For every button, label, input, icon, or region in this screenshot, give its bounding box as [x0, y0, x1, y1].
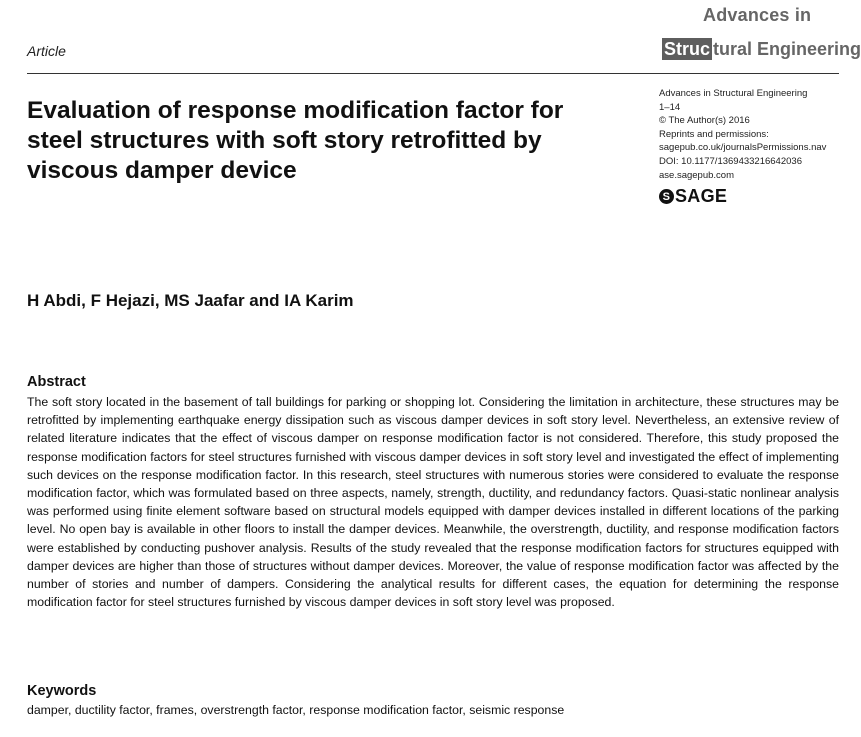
page-range: 1–14: [659, 101, 681, 113]
journal-logo-line1: Advances in: [703, 5, 812, 25]
abstract-text: The soft story located in the basement of tall buildings for parking or shopping lot. Considering the limitation in architecture, these structures may be retrofitted by implementing earthquake energy dissipation such as viscous damper devices in soft story level. Nevertheless, an extensive review of related literature indicates that the effect of viscous damper on response modification factor is not considered. Therefore, this study proposed the response modification factors for steel structures furnished with viscous damper devices in soft story level and investigated the effect of implementing such devices on the response modification factor. In this research, steel structures with numerous stories were considered to evaluate the response modification factor, which was formulated based on three aspects, namely, strength, ductility, and redundancy factors. Quasi-static nonlinear analysis was performed using finite element software based on structural models equipped with damper devices installed in different locations of the parking level. No open bay is available in other floors to install the damper devices. Meanwhile, the overstrength, ductility, and response modification factors were established by conducting pushover analysis. Results of the study revealed that the response modification factors for structures equipped with damper devices are higher than those of structures without damper devices. Moreover, the value of response modification factor was affected by the number of stories and number of dampers. Considering the analytical results for different cases, the equation for determining the response modification factor for steel structures furnished by viscous damper devices in soft story level was proposed.: [27, 395, 839, 610]
journal-site-link[interactable]: ase.sagepub.com: [659, 169, 734, 181]
sage-logo[interactable]: [659, 186, 727, 207]
article-title: Evaluation of response modification factor for steel structures with soft story retrofitted by viscous damper device: [27, 97, 564, 184]
sage-logo-text: SAGE: [675, 186, 728, 206]
journal-logo-rest-text: tural Engineering: [713, 39, 861, 59]
abstract-heading: Abstract: [27, 374, 86, 390]
keywords-list: damper, ductility factor, frames, overstrength factor, response modification factor, seismic response: [27, 703, 565, 717]
journal-logo[interactable]: [662, 5, 861, 65]
author-list: H Abdi, F Hejazi, MS Jaafar and IA Karim: [27, 291, 354, 310]
reprints-label: Reprints and permissions:: [659, 128, 769, 140]
keywords-heading: Keywords: [27, 683, 97, 699]
sage-logo-icon: S: [659, 189, 674, 204]
article-type-label: Article: [27, 43, 66, 59]
journal-name: Advances in Structural Engineering: [659, 88, 808, 99]
publication-info: [659, 87, 826, 182]
journal-logo-line2: [662, 39, 861, 60]
header-divider: [27, 73, 839, 74]
journal-logo-boxed-text: Struc: [664, 39, 711, 59]
doi-link[interactable]: DOI: 10.1177/1369433216642036: [659, 155, 802, 167]
copyright: © The Author(s) 2016: [659, 115, 750, 127]
permissions-link[interactable]: sagepub.co.uk/journalsPermissions.nav: [659, 142, 827, 154]
